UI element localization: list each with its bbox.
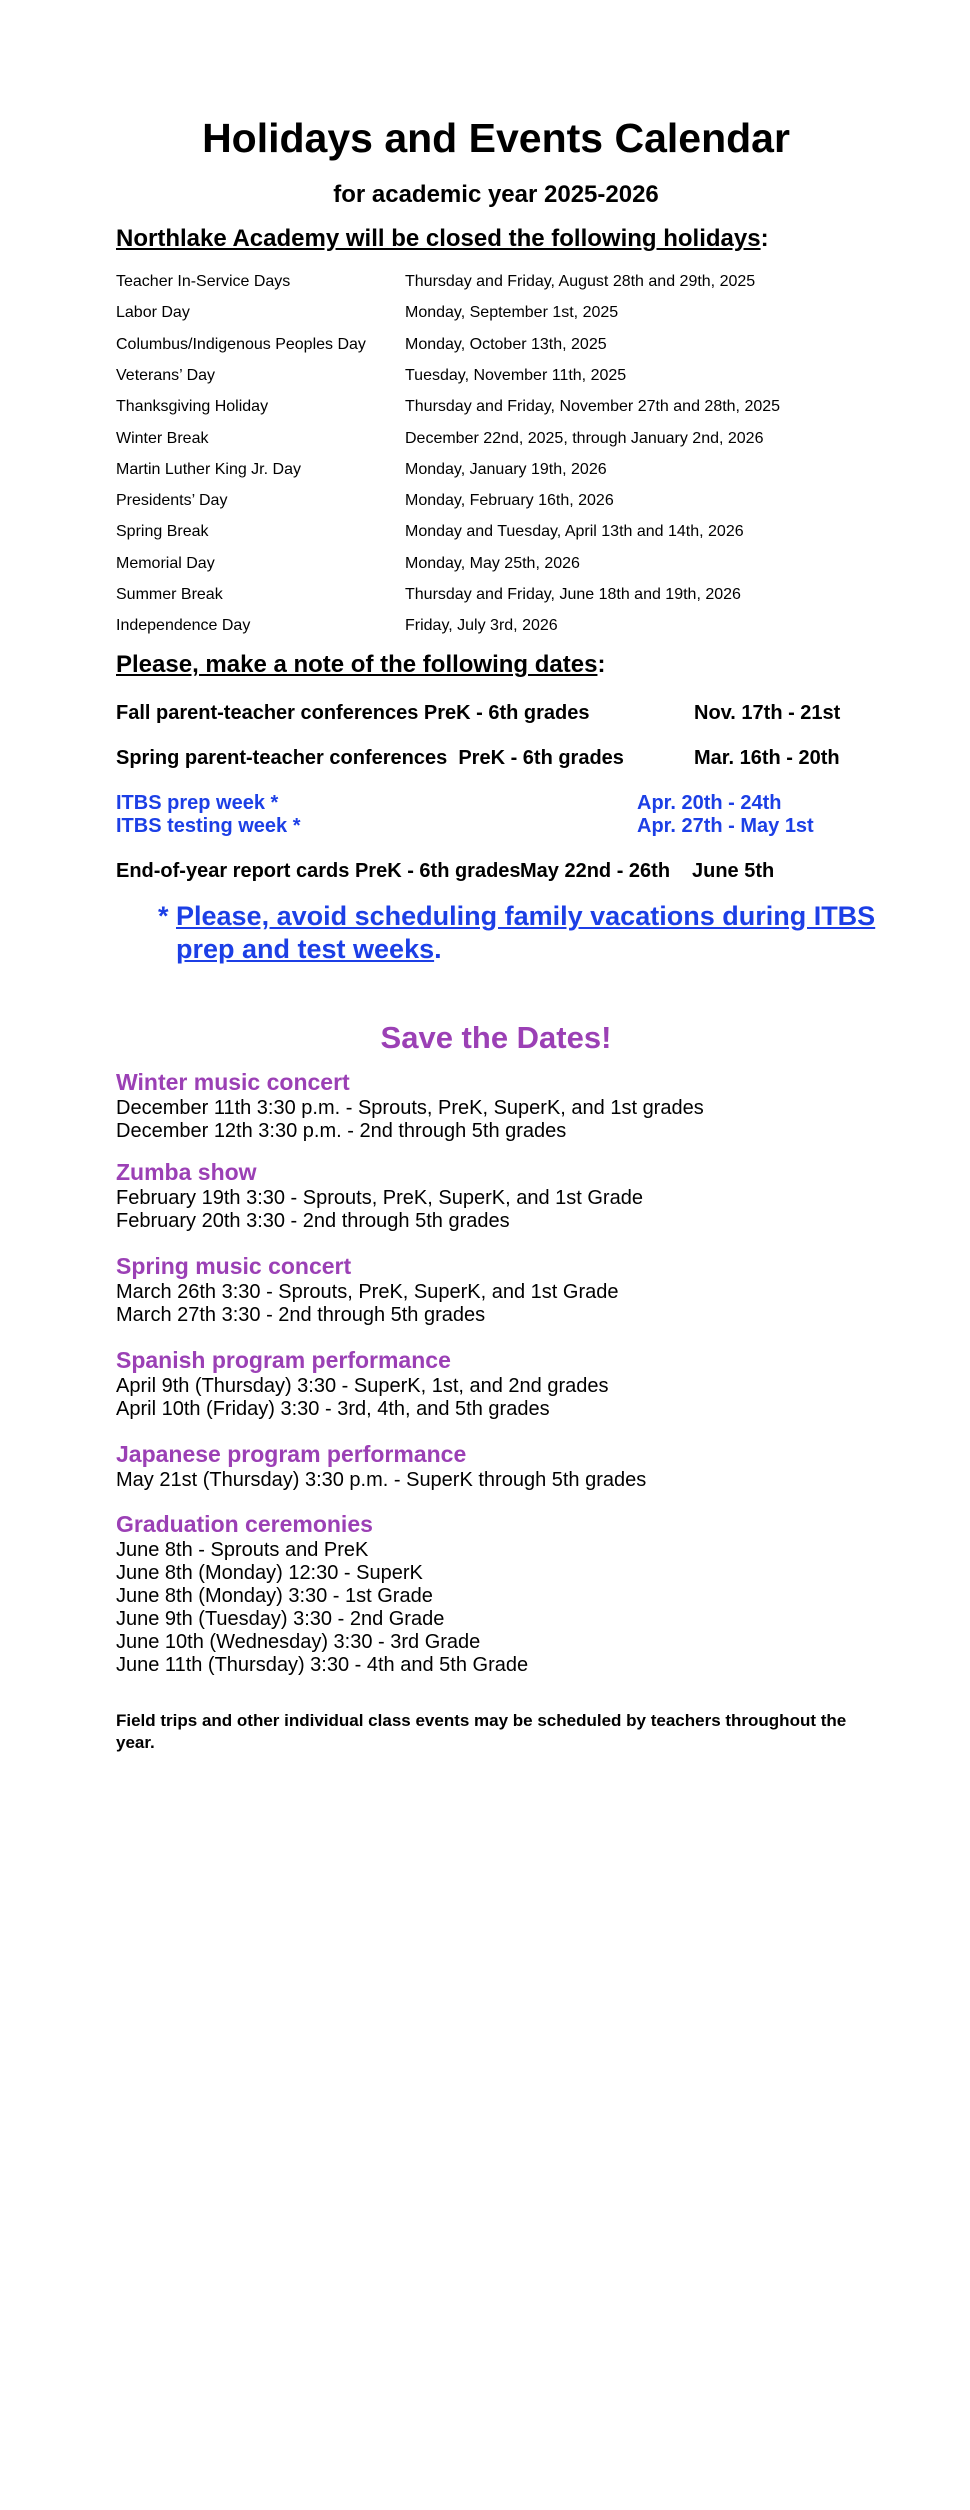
save-the-dates-title: Save the Dates! [380,1020,612,1055]
holiday-row [116,333,876,357]
closed-heading-colon: : [760,225,769,252]
event-title: Graduation ceremonies [116,1511,373,1537]
holiday-name: Winter Break [116,429,209,447]
event-line: May 21st (Thursday) 3:30 p.m. - SuperK through 5th grades [116,1469,647,1491]
event-block [116,1252,876,1327]
itbs-prep-date: Apr. 20th - 24th [637,792,782,814]
holiday-date: Monday, September 1st, 2025 [405,304,619,322]
holiday-date: Monday, January 19th, 2026 [405,460,607,478]
event-block [116,1346,876,1421]
holiday-date: Monday, October 13th, 2025 [405,335,607,353]
holiday-date: Thursday and Friday, August 28th and 29th, 2025 [405,273,756,290]
spring-conferences-label: Spring parent-teacher conferences PreK - 6th grades [116,747,624,769]
notes-heading-colon: : [597,651,606,678]
holiday-date: Monday, May 25th, 2026 [405,554,580,572]
holiday-row [116,489,876,513]
itbs-prep-label: ITBS prep week * [116,792,279,814]
event-line: March 26th 3:30 - Sprouts, PreK, SuperK, and 1st Grade [116,1281,619,1303]
itbs-testing-date: Apr. 27th - May 1st [637,815,814,837]
holiday-date: December 22nd, 2025, through January 2nd, 2026 [405,429,764,447]
vacation-warning-period: . [434,934,442,964]
holiday-name: Veterans’ Day [116,366,216,384]
event-title: Japanese program performance [116,1441,467,1467]
event-line: December 12th 3:30 p.m. - 2nd through 5th grades [116,1120,567,1142]
event-line: February 19th 3:30 - Sprouts, PreK, SuperK, and 1st Grade [116,1187,643,1209]
holiday-name: Teacher In-Service Days [116,273,291,290]
holiday-row [116,301,876,325]
holiday-row [116,427,876,451]
fall-conferences-row [116,700,876,726]
page-title: Holidays and Events Calendar [202,115,790,161]
event-line: December 11th 3:30 p.m. - Sprouts, PreK, SuperK, and 1st grades [116,1097,704,1119]
spring-conferences-row [116,745,876,771]
holiday-date: Thursday and Friday, June 18th and 19th, 2026 [405,586,741,603]
event-line: June 8th - Sprouts and PreK [116,1539,369,1561]
event-block [116,1440,876,1492]
holiday-date: Friday, July 3rd, 2026 [405,617,558,635]
holiday-date: Thursday and Friday, November 27th and 28th, 2025 [405,398,781,416]
footer-note: Field trips and other individual class events may be scheduled by teachers throughout the year. [116,1711,847,1752]
event-line: April 9th (Thursday) 3:30 - SuperK, 1st, and 2nd grades [116,1375,609,1397]
holiday-name: Memorial Day [116,554,215,572]
spring-conferences-date: Mar. 16th - 20th [694,747,840,769]
report-cards-date-2: June 5th [692,860,775,882]
itbs-testing-row [116,813,876,839]
event-line: March 27th 3:30 - 2nd through 5th grades [116,1304,486,1326]
holiday-row [116,458,876,482]
report-cards-label: End-of-year report cards PreK - 6th grades [116,860,521,882]
event-title: Spanish program performance [116,1347,451,1373]
report-cards-date-1: May 22nd - 26th [520,860,671,882]
holiday-name: Summer Break [116,586,223,603]
notes-heading-text: Please, make a note of the following dates [116,651,598,678]
event-block [116,1510,876,1677]
event-line: June 8th (Monday) 3:30 - 1st Grade [116,1585,433,1607]
holiday-name: Thanksgiving Holiday [116,398,269,416]
holiday-row [116,270,876,294]
event-line: April 10th (Friday) 3:30 - 3rd, 4th, and 5th grades [116,1398,550,1420]
holiday-name: Columbus/Indigenous Peoples Day [116,335,366,353]
event-line: June 11th (Thursday) 3:30 - 4th and 5th Grade [116,1654,529,1676]
holiday-date: Tuesday, November 11th, 2025 [405,366,627,384]
event-block [116,1068,876,1143]
event-title: Spring music concert [116,1253,352,1279]
event-block [116,1158,876,1233]
notes-heading [116,648,605,682]
holiday-row [116,520,876,544]
fall-conferences-date: Nov. 17th - 21st [694,702,841,724]
event-title: Zumba show [116,1159,257,1185]
itbs-testing-label: ITBS testing week * [116,815,301,837]
holiday-row [116,583,876,607]
warning-star: * [158,901,169,931]
holiday-row [116,364,876,388]
event-line: February 20th 3:30 - 2nd through 5th grades [116,1210,510,1232]
holiday-name: Independence Day [116,617,251,635]
event-line: June 8th (Monday) 12:30 - SuperK [116,1562,423,1584]
closed-heading [116,222,769,256]
holiday-name: Martin Luther King Jr. Day [116,460,301,478]
page-subtitle: for academic year 2025-2026 [333,181,659,208]
holiday-row [116,552,876,576]
vacation-warning [176,900,876,966]
holiday-name: Labor Day [116,304,190,322]
holiday-row [116,395,876,419]
closed-heading-text: Northlake Academy will be closed the following holidays [116,225,761,252]
event-line: June 9th (Tuesday) 3:30 - 2nd Grade [116,1608,445,1630]
holiday-row [116,614,876,638]
holiday-date: Monday and Tuesday, April 13th and 14th, 2026 [405,523,744,541]
event-title: Winter music concert [116,1069,350,1095]
vacation-warning-text: Please, avoid scheduling family vacations during ITBS prep and test weeks [176,901,876,964]
fall-conferences-label: Fall parent-teacher conferences PreK - 6th grades [116,702,590,724]
holiday-name: Presidents’ Day [116,492,228,510]
holiday-date: Monday, February 16th, 2026 [405,492,614,510]
report-cards-row [116,858,876,884]
holiday-name: Spring Break [116,523,209,541]
event-line: June 10th (Wednesday) 3:30 - 3rd Grade [116,1631,481,1653]
